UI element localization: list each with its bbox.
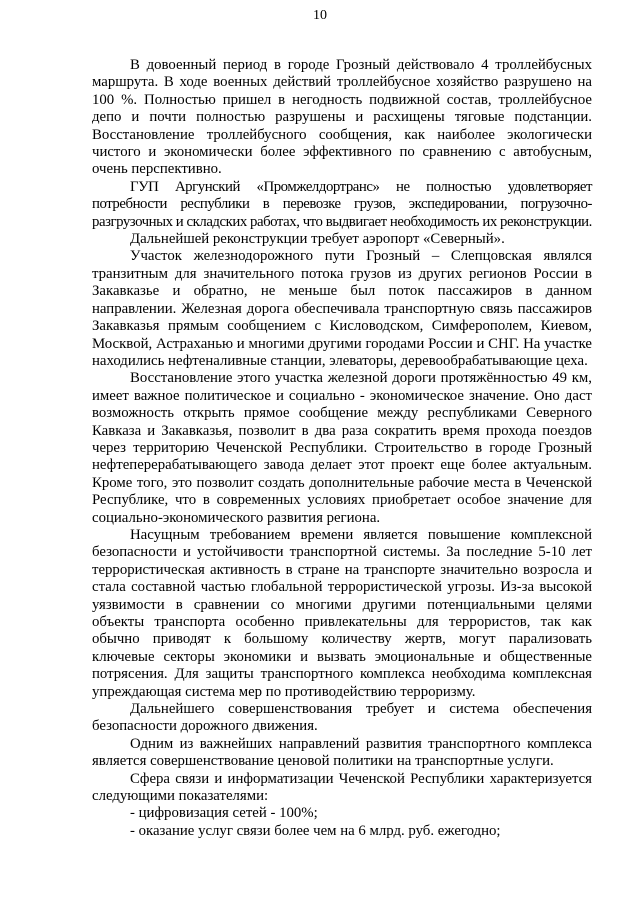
paragraph-trolleybus: В довоенный период в городе Грозный действовало 4 троллейбусных маршрута. В ходе военных действий троллейбусное хозяйство разрушено на 100 %. Полностью пришел в негодность подвижной состав, троллейбусное депо и почти полностью разрушены и расхищены тяговые подстанции. Восстановление троллейбусного сообщения, как наиболее экологически чистого и экономически более эффективного по сравнению с автобусным, очень перспективно. <box>92 57 592 178</box>
paragraph-railway-restoration: Восстановление этого участка железной дороги протяжённостью 49 км, имеет важное политическое и социально - экономическое значение. Оно даст возможность открыть прямое сообщение между республиками Северного Кавказа и Закавказья, позволит в два раза сократить время прохода поездов через территорию Чеченской Республики. Строительство в городе Грозный нефтеперерабатывающего завода делает этот проект еще более актуальным. Кроме того, это позволит создать дополнительные рабочие места в Чеченской Республике, что в современных условиях приобретает особое значение для социально-экономического развития региона. <box>92 370 592 526</box>
list-item-services-volume: - оказание услуг связи более чем на 6 млрд. руб. ежегодно; <box>130 822 501 839</box>
document-body <box>92 57 592 840</box>
paragraph-road-safety: Дальнейшего совершенствования требует и система обеспечения безопасности дорожного движения. <box>92 701 592 735</box>
list-item-digitalization: - цифровизация сетей - 100%; <box>130 805 318 822</box>
paragraph-airport: Дальнейшей реконструкции требует аэропорт «Северный». <box>130 231 505 248</box>
paragraph-promzheldortrans: ГУП Аргунский «Промжелдортранс» не полностью удовлетворяет потребности республики в перевозке грузов, экспедировании, погрузочно-разгрузочных и складских работах, что выдвигает необходимость их реконструкции. <box>92 178 592 230</box>
paragraph-pricing-policy: Одним из важнейших направлений развития транспортного комплекса является совершенствование ценовой политики на транспортные услуги. <box>92 735 592 770</box>
paragraph-transport-security: Насущным требованием времени является повышение комплексной безопасности и устойчивости транспортной системы. За последние 5-10 лет террористическая активность в стране на транспорте значительно возросла и стала составной частью глобальной террористической угрозы. Из-за высокой уязвимости в сравнении со многими другими потенциальными целями объекты транспорта особенно привлекательны для террористов, так как обычно приводят к большому количеству жертв, могут парализовать ключевые секторы экономики и вызвать эмоциональные и общественные потрясения. Для защиты транспортного комплекса необходима комплексная упреждающая система мер по противодействию терроризму. <box>92 526 592 700</box>
page-number: 10 <box>313 8 327 23</box>
paragraph-communications: Сфера связи и информатизации Чеченской Республики характеризуется следующими показателями: <box>92 770 592 805</box>
paragraph-railway-section: Участок железнодорожного пути Грозный – Слепцовская являлся транзитным для значительного потока грузов из других регионов России в Закавказье и обратно, не меньше был поток пассажиров в данном направлении. Железная дорога обеспечивала транспортную связь пассажиров Закавказья прямым сообщением с Кисловодском, Симферополем, Киевом, Москвой, Астраханью и многими другими городами России и СНГ. На участке находились нефтеналивные станции, элеваторы, деревообрабатывающие цеха. <box>92 248 592 369</box>
